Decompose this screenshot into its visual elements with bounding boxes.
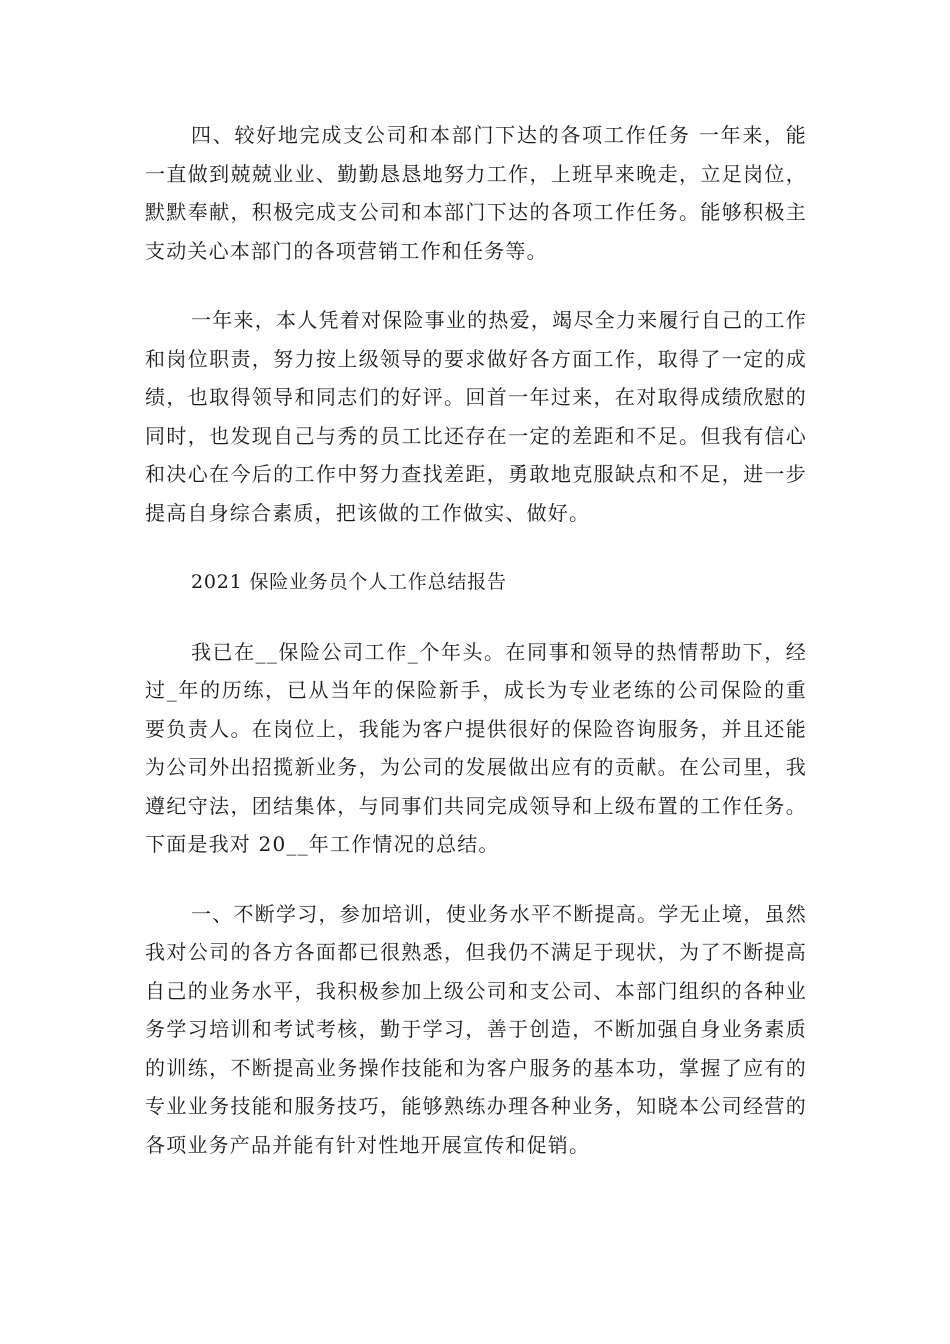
paragraph-introduction: 我已在__保险公司工作_个年头。在同事和领导的热情帮助下，经过_年的历练，已从当年的保险新手，成长为专业老练的公司保险的重要负责人。在岗位上，我能为客户提供很好的保险咨询服务，并且还能为公司外出招揽新业务，为公司的发展做出应有的贡献。在公司里，我遵纪守法，团结集体，与同事们共同完成领导和上级布置的工作任务。下面是我对 20__年工作情况的总结。	[145, 639, 807, 856]
paragraph-task-completion: 四、较好地完成支公司和本部门下达的各项工作任务 一年来，能一直做到兢兢业业、勤勤恳恳地努力工作，上班早来晚走，立足岗位，默默奉献，积极完成支公司和本部门下达的各项工作任务。能够积极主支动关心本部门的各项营销工作和任务等。	[145, 123, 807, 263]
paragraph-continuous-learning: 一、不断学习，参加培训，使业务水平不断提高。学无止境，虽然我对公司的各方各面都已很熟悉，但我仍不满足于现状，为了不断提高自己的业务水平，我积极参加上级公司和支公司、本部门组织的各种业务学习培训和考试考核，勤于学习，善于创造，不断加强自身业务素质的训练，不断提高业务操作技能和为客户服务的基本功，掌握了应有的专业业务技能和服务技巧，能够熟练办理各种业务，知晓本公司经营的各项业务产品并能有针对性地开展宣传和促销。	[145, 901, 807, 1157]
paragraph-year-review: 一年来，本人凭着对保险事业的热爱，竭尽全力来履行自己的工作和岗位职责，努力按上级领导的要求做好各方面工作，取得了一定的成绩，也取得领导和同志们的好评。回首一年过来，在对取得成绩欣慰的同时，也发现自己与秀的员工比还存在一定的差距和不足。但我有信心和决心在今后的工作中努力查找差距，勇敢地克服缺点和不足，进一步提高自身综合素质，把该做的工作做实、做好。	[145, 308, 807, 525]
document-body	[145, 116, 807, 1195]
section-title: 2021 保险业务员个人工作总结报告	[191, 571, 507, 593]
